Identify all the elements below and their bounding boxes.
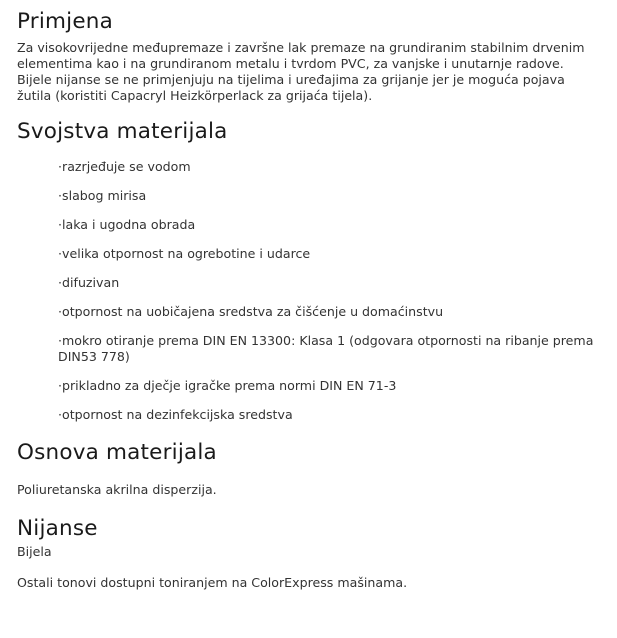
list-item-text: otpornost na uobičajena sredstva za čišćenje u domaćinstvu xyxy=(62,304,444,319)
osnova-text: Poliuretanska akrilna disperzija. xyxy=(17,482,217,497)
list-item-text: velika otpornost na ogrebotine i udarce xyxy=(62,246,311,261)
list-item-text: laka i ugodna obrada xyxy=(62,217,196,232)
list-item-text: razrjeđuje se vodom xyxy=(62,159,191,174)
bullet-icon: · xyxy=(58,378,63,393)
bullet-icon: · xyxy=(58,188,63,203)
list-item xyxy=(58,275,598,291)
list-item xyxy=(58,378,598,394)
list-item-text: difuzivan xyxy=(62,275,120,290)
list-item-text: slabog mirisa xyxy=(62,188,147,203)
section-title-osnova: Osnova materijala xyxy=(17,440,217,465)
bullet-icon: · xyxy=(58,246,63,261)
list-item-text: prikladno za dječje igračke prema normi DIN EN 71-3 xyxy=(62,378,397,393)
bullet-icon: · xyxy=(58,407,63,422)
list-item xyxy=(58,246,598,262)
bullet-icon: · xyxy=(58,333,63,348)
bullet-icon: · xyxy=(58,304,63,319)
primjena-text: Za visokovrijedne međupremaze i završne lak premaze na grundiranim stabilnim drvenim elementima kao i na grundiranom metalu i tvrdom PVC, za vanjske i unutarnje radove. Bijele nijanse se ne primjenjuju na tijelima i uređajima za grijanje jer je moguća pojava žutila (koristiti Capacryl Heizkörperlack za grijaća tijela). xyxy=(17,40,585,103)
list-item xyxy=(58,217,598,233)
list-item-text: mokro otiranje prema DIN EN 13300: Klasa 1 (odgovara otpornosti na ribanje prema DIN53 778) xyxy=(58,333,594,364)
bullet-icon: · xyxy=(58,217,63,232)
list-item-text: otpornost na dezinfekcijska sredstva xyxy=(62,407,293,422)
section-title-svojstva: Svojstva materijala xyxy=(17,119,228,144)
bullet-icon: · xyxy=(58,275,63,290)
section-title-nijanse: Nijanse xyxy=(17,516,98,541)
list-item xyxy=(58,188,598,204)
properties-list xyxy=(17,159,598,423)
list-item xyxy=(58,333,598,365)
list-item xyxy=(58,304,598,320)
bullet-icon: · xyxy=(58,159,63,174)
list-item xyxy=(58,159,598,175)
list-item xyxy=(58,407,598,423)
nijanse-text-ostali: Ostali tonovi dostupni toniranjem na ColorExpress mašinama. xyxy=(17,575,408,590)
product-description xyxy=(17,0,602,591)
nijanse-text-bijela: Bijela xyxy=(17,544,52,559)
section-title-primjena: Primjena xyxy=(17,9,113,34)
